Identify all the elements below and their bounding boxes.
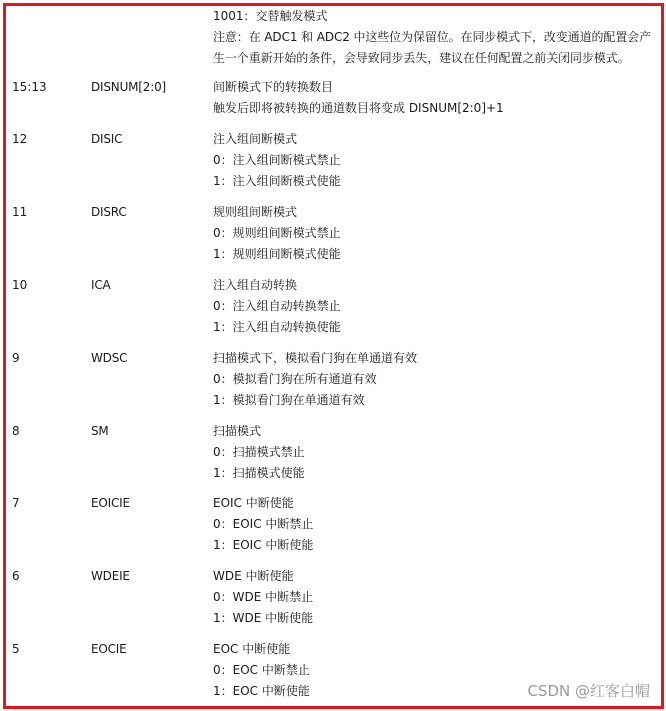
field-name: EOCIE: [91, 642, 127, 656]
field-name: EOICIE: [91, 496, 130, 510]
description-line: 1：扫描模式使能: [213, 466, 305, 480]
field-name: WDEIE: [91, 569, 130, 583]
description-line: 注入组间断模式: [213, 132, 298, 146]
description-line: 注入组自动转换: [213, 278, 298, 292]
description-line: 生一个重新开始的条件，会导致同步丢失，建议在任何配置之前关闭同步模式。: [213, 51, 630, 65]
description-line: 0：扫描模式禁止: [213, 445, 305, 459]
field-description: [213, 129, 651, 192]
bit-position: 7: [12, 496, 20, 510]
description-line: 0：EOC 中断禁止: [213, 663, 310, 677]
description-line: 规则组间断模式: [213, 205, 298, 219]
description-line: 1：EOC 中断使能: [213, 684, 310, 698]
description-line: WDE 中断使能: [213, 569, 294, 583]
field-description: [213, 493, 651, 556]
description-line: EOC 中断使能: [213, 642, 291, 656]
description-line: 注意：在 ADC1 和 ADC2 中这些位为保留位。在同步模式下，改变通道的配置会产: [213, 30, 651, 44]
description-line: 间断模式下的转换数目: [213, 80, 334, 94]
description-line: 0：WDE 中断禁止: [213, 590, 314, 604]
bit-position: 12: [12, 132, 28, 146]
field-description: [213, 77, 651, 119]
description-line: 0：规则组间断模式禁止: [213, 226, 341, 240]
description-line: 1：EOIC 中断使能: [213, 538, 314, 552]
field-name: SM: [91, 424, 109, 438]
field-name: ICA: [91, 278, 111, 292]
description-line: 触发后即将被转换的通道数目将变成 DISNUM[2:0]+1: [213, 101, 504, 115]
bit-position: 11: [12, 205, 28, 219]
description-line: 1：规则组间断模式使能: [213, 247, 341, 261]
description-line: 1001：交替触发模式: [213, 9, 328, 23]
description-line: 0：注入组自动转换禁止: [213, 299, 341, 313]
bit-position: 9: [12, 351, 20, 365]
description-line: 扫描模式: [213, 424, 262, 438]
description-line: 0：注入组间断模式禁止: [213, 153, 341, 167]
description-line: 0：EOIC 中断禁止: [213, 517, 314, 531]
field-description: [213, 348, 651, 411]
description-line: 1：注入组间断模式使能: [213, 174, 341, 188]
description-line: EOIC 中断使能: [213, 496, 294, 510]
field-description: [213, 421, 651, 484]
field-description: [213, 6, 651, 69]
field-description: [213, 566, 651, 629]
description-line: 1：模拟看门狗在单通道有效: [213, 393, 365, 407]
bit-position: 5: [12, 642, 20, 656]
description-line: 扫描模式下，模拟看门狗在单通道有效: [213, 351, 418, 365]
bit-position: 10: [12, 278, 28, 292]
description-line: 1：WDE 中断使能: [213, 611, 314, 625]
bit-position: 15:13: [12, 80, 47, 94]
field-description: [213, 275, 651, 338]
field-name: DISIC: [91, 132, 123, 146]
field-description: [213, 202, 651, 265]
field-name: DISRC: [91, 205, 127, 219]
bit-position: 6: [12, 569, 20, 583]
csdn-watermark: CSDN @红客白帽: [527, 682, 650, 700]
field-name: DISNUM[2:0]: [91, 80, 166, 94]
bit-position: 8: [12, 424, 20, 438]
field-name: WDSC: [91, 351, 128, 365]
description-line: 1：注入组自动转换使能: [213, 320, 341, 334]
description-line: 0：模拟看门狗在所有通道有效: [213, 372, 377, 386]
